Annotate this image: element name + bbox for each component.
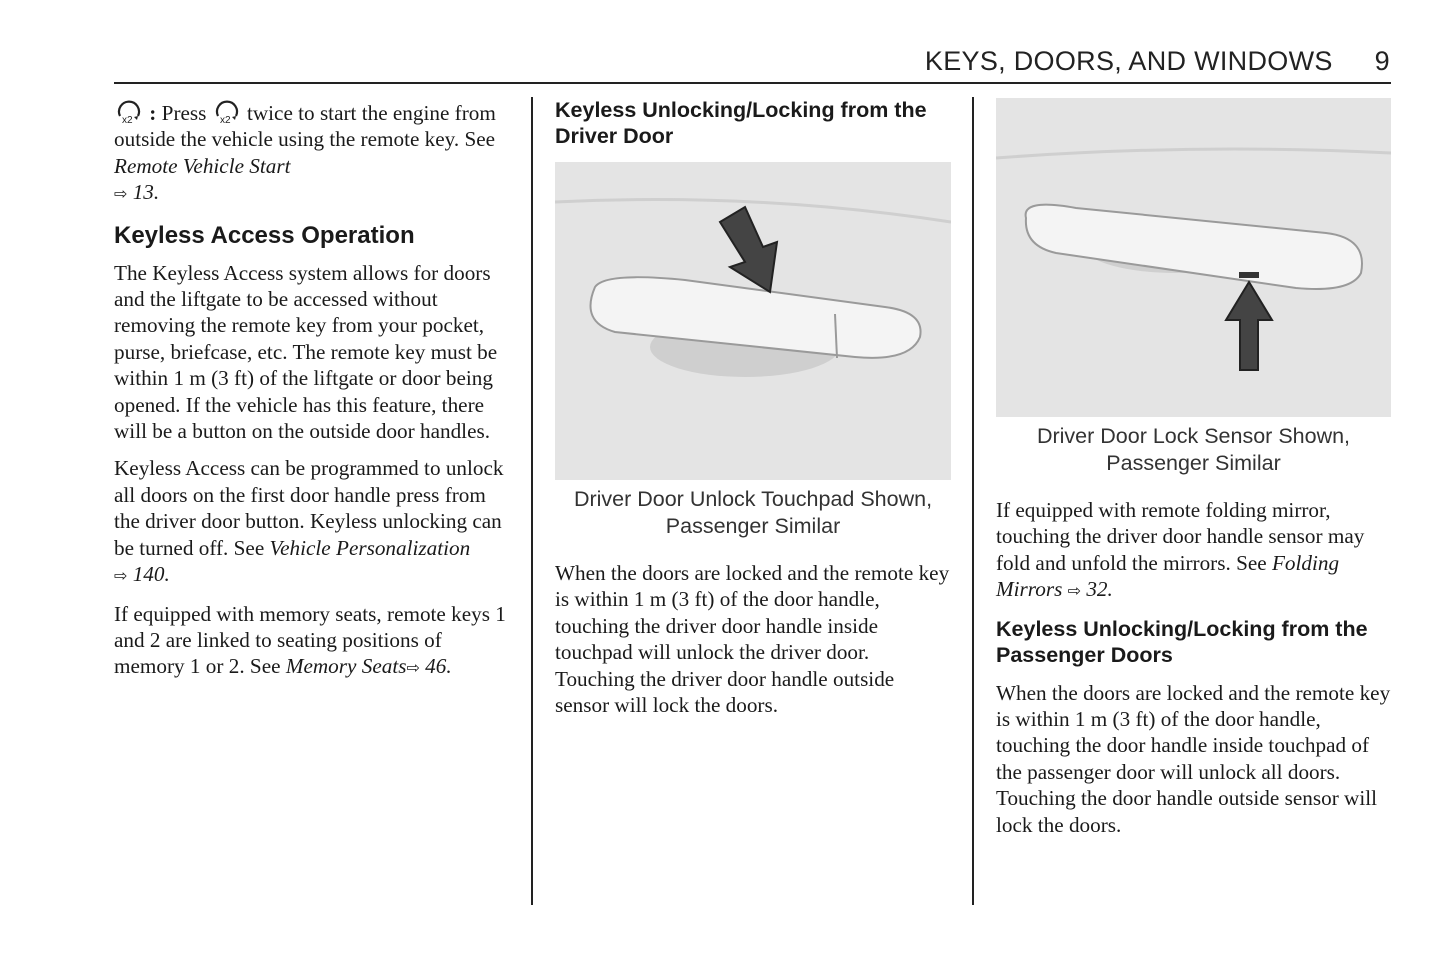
page-reference[interactable]: 13. bbox=[132, 180, 160, 205]
remote-start-icon bbox=[114, 98, 144, 124]
remote-start-icon bbox=[212, 98, 242, 124]
figure-caption: Driver Door Lock Sensor Shown, Passenger Similar bbox=[1036, 424, 1351, 475]
column-1 bbox=[114, 98, 514, 693]
arrow-right-icon: ⇨ bbox=[114, 184, 128, 204]
figure-caption: Driver Door Unlock Touchpad Shown, Passenger Similar bbox=[573, 487, 933, 538]
section-title: KEYS, DOORS, AND WINDOWS bbox=[924, 46, 1333, 76]
paragraph: If equipped with remote folding mirror, touching the driver door handle sensor may fold and unfold the mirrors. See Folding Mirrors ⇨ 32. bbox=[996, 498, 1365, 602]
column-2 bbox=[555, 97, 951, 729]
section-heading: Keyless Access Operation bbox=[114, 221, 415, 249]
page-reference[interactable]: 46. bbox=[425, 654, 452, 679]
page-reference[interactable]: 32. bbox=[1086, 577, 1113, 602]
paragraph: The Keyless Access system allows for doors and the liftgate to be accessed without removing the remote key from your pocket, purse, briefcase, etc. The remote key must be within 1 m (3 ft) of the liftgate or door being opened. If the vehicle has this feature, there will be a button on the outside door handles. bbox=[114, 260, 498, 444]
column-divider bbox=[972, 97, 974, 905]
svg-text:x2: x2 bbox=[219, 115, 231, 124]
paragraph: If equipped with memory seats, remote keys 1 and 2 are linked to seating positions of memory 1 or 2. See Memory Seats⇨ 46. bbox=[114, 601, 506, 679]
section-heading: Keyless Unlocking/Locking from the Passenger Doors bbox=[996, 616, 1368, 667]
arrow-right-icon: ⇨ bbox=[406, 658, 420, 678]
cross-reference[interactable]: Remote Vehicle Start bbox=[114, 153, 291, 178]
door-lock-sensor-figure bbox=[996, 98, 1391, 417]
arrow-right-icon: ⇨ bbox=[114, 566, 128, 586]
column-3 bbox=[996, 98, 1391, 849]
cross-reference[interactable]: Vehicle Personalization bbox=[269, 535, 471, 560]
cross-reference[interactable]: Memory Seats bbox=[285, 654, 407, 679]
paragraph: When the doors are locked and the remote key is within 1 m (3 ft) of the door handle, touching the door handle inside touchpad of the passenger door will unlock all doors. Touching the door handle outside sensor will lock the doors. bbox=[996, 680, 1391, 837]
door-handle-unlock-figure bbox=[555, 162, 951, 480]
section-heading: Keyless Unlocking/Locking from the Driver Door bbox=[555, 98, 927, 148]
page-number: 9 bbox=[1374, 46, 1390, 76]
page-reference[interactable]: 140. bbox=[132, 562, 170, 587]
paragraph: Keyless Access can be programmed to unlock all doors on the first door handle press from the driver door button. Keyless unlocking can be turned off. See Vehicle Personalization ⇨ 140. bbox=[114, 456, 504, 587]
running-header bbox=[925, 46, 1390, 77]
remote-start-paragraph: x2 : Press x2 twice to start the engine from outside the vehicle using the remote key. See Remote Vehicle Start ⇨ 13. bbox=[114, 98, 514, 208]
header-rule bbox=[114, 82, 1391, 84]
arrow-right-icon: ⇨ bbox=[1067, 581, 1082, 601]
svg-text:x2: x2 bbox=[122, 115, 133, 124]
paragraph: When the doors are locked and the remote key is within 1 m (3 ft) of the door handle, touching the driver door handle inside touchpad will unlock the driver door. Touching the driver door handle outside sensor will lock the doors. bbox=[555, 561, 950, 718]
column-divider bbox=[531, 97, 533, 905]
cross-reference[interactable]: Folding Mirrors bbox=[996, 550, 1340, 602]
